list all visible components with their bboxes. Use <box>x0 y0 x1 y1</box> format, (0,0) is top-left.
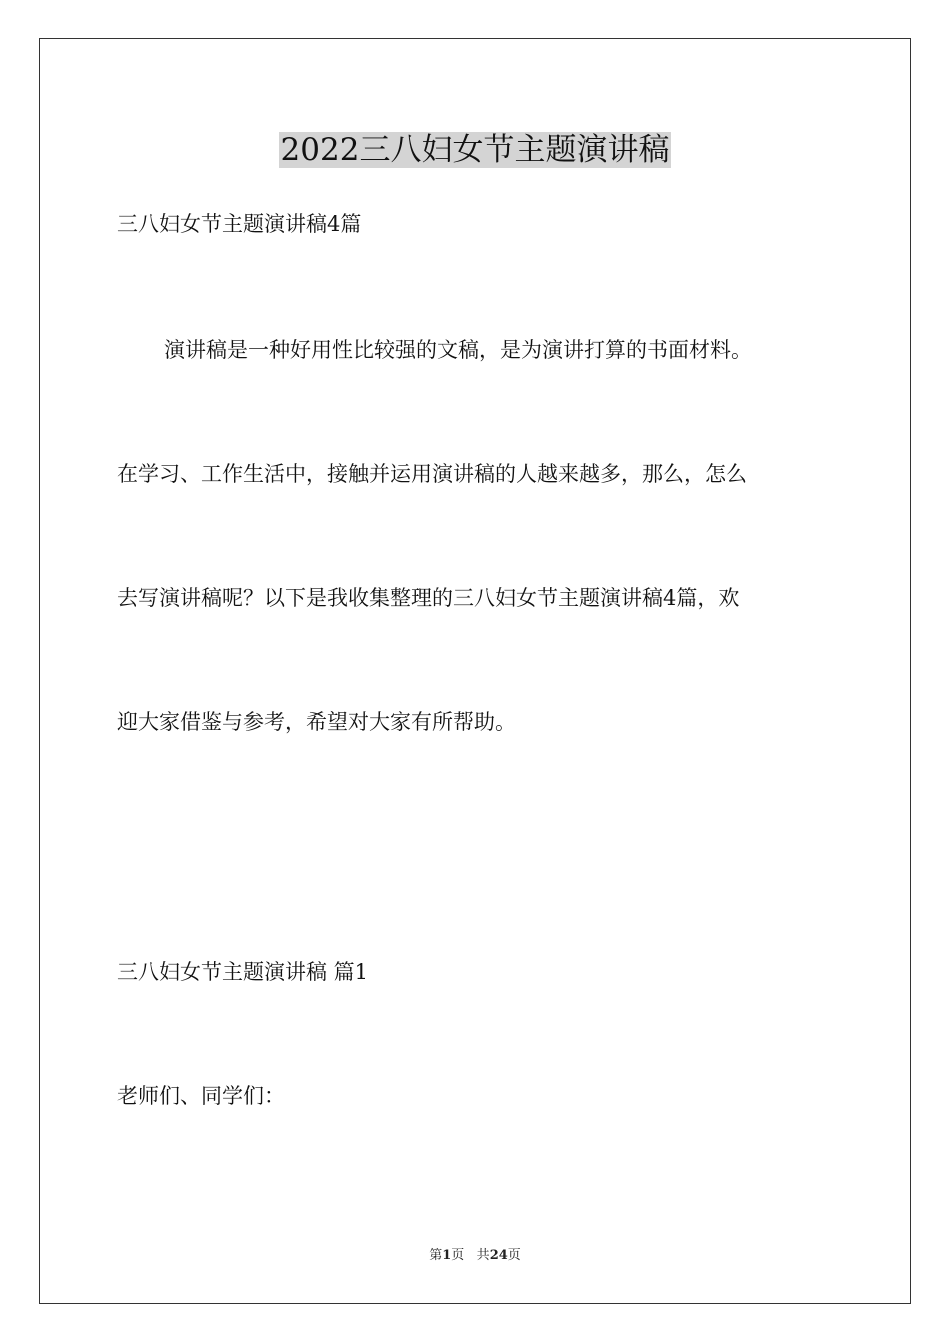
footer-page-suffix: 页 <box>451 1248 465 1263</box>
paragraph-line: 演讲稿是一种好用性比较强的文稿，是为演讲打算的书面材料。 <box>164 338 752 362</box>
document-subtitle: 三八妇女节主题演讲稿4篇 <box>117 212 362 236</box>
footer-total-pages: 24 <box>489 1248 508 1263</box>
paragraph-line: 迎大家借鉴与参考，希望对大家有所帮助。 <box>117 710 516 734</box>
section-heading: 三八妇女节主题演讲稿 篇1 <box>117 960 369 984</box>
footer-page-prefix: 第 <box>429 1248 443 1263</box>
document-title-text: 2022三八妇女节主题演讲稿 <box>280 132 670 168</box>
paragraph-line: 在学习、工作生活中，接触并运用演讲稿的人越来越多，那么，怎么 <box>117 462 747 486</box>
footer-page-number: 1 <box>442 1248 452 1263</box>
document-title <box>0 128 950 172</box>
page-footer <box>0 1247 950 1265</box>
salutation: 老师们、同学们： <box>117 1084 285 1108</box>
footer-total-prefix: 共 <box>476 1248 490 1263</box>
paragraph-line: 去写演讲稿呢？以下是我收集整理的三八妇女节主题演讲稿4篇，欢 <box>117 586 740 610</box>
footer-total-suffix: 页 <box>507 1248 521 1263</box>
